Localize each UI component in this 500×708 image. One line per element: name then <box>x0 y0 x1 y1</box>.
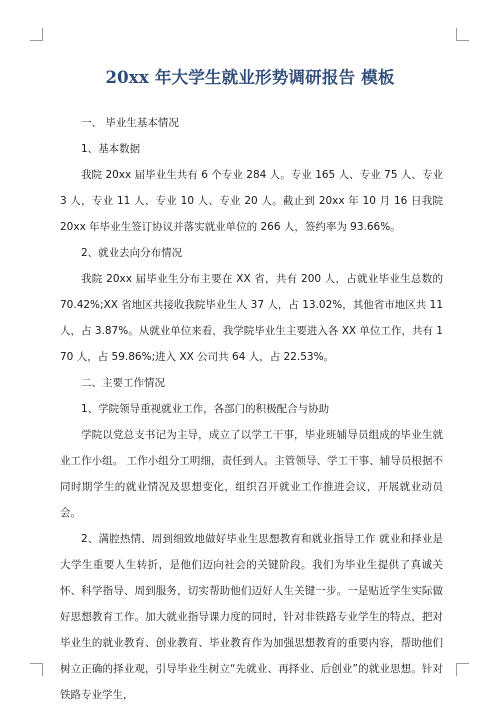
subsection-heading-employment-distribution: 2、就业去向分布情况 <box>81 247 183 259</box>
paragraph-basic-data: 我院 20xx 届毕业生共有 6 个专业 284 人。专业 165 人、专业 75 人、专业 3 人，专业 11 人、专业 10 人、专业 20 人。截止到 20xx 年 10 月 16 日我院 20xx 年毕业生签订协议并落实就业单位的 266 人，签约率为 93.66%。 <box>60 169 443 233</box>
document-body <box>60 110 443 708</box>
page-corner-mark-bottom-right <box>456 663 469 676</box>
section-heading-graduates-overview: 一、 毕业生基本情况 <box>81 117 179 129</box>
page-corner-mark-top-right <box>456 28 469 41</box>
page-corner-mark-bottom-left <box>30 663 43 676</box>
page-corner-mark-top-left <box>30 28 43 41</box>
subsection-heading-basic-data: 1、基本数据 <box>81 143 141 155</box>
paragraph-guidance-work: 2、满腔热情、周到细致地做好毕业生思想教育和就业指导工作 就业和择业是大学生重要人生转折，是他们迈向社会的关键阶段。我们为毕业生提供了真诚关怀、科学指导、周到服务，切实帮助他们迈好人生关键一步。一是贴近学生实际做好思想教育工作。加大就业指导课力度的同时，针对非铁路专业学生的特点，把对毕业生的就业教育、创业教育、毕业教育作为加强思想教育的重要内容，帮助他们树立正确的择业观，引导毕业生树立“先就业、再择业、后创业”的就业思想。针对铁路专业学生， <box>60 533 443 701</box>
document-title: 20xx 年大学生就业形势调研报告 模板 <box>105 68 395 87</box>
subsection-heading-leadership-support: 1、学院领导重视就业工作，各部门的积极配合与协助 <box>81 403 330 415</box>
paragraph-employment-distribution: 我院 20xx 届毕业生分布主要在 XX 省，共有 200 人，占就业毕业生总数的 70.42%;XX 省地区共接收我院毕业生人 37 人，占 13.02%，其他省市地区共 11 人，占 3.87%。从就业单位来看，我学院毕业生主要进入各 XX 单位工作，共有 170 人，占 59.86%;进入 XX 公司共 64 人，占 22.53%。 <box>60 273 443 363</box>
paragraph-leadership-support: 学院以党总支书记为主导，成立了以学工干事，毕业班辅导员组成的毕业生就业工作小组。 工作小组分工明细，责任到人。主管领导、学工干事、辅导员根据不同时期学生的就业情况及思想变化，组织召开就业工作推进会议，开展就业动员会。 <box>60 429 443 519</box>
section-heading-main-work: 二、主要工作情况 <box>81 377 165 389</box>
